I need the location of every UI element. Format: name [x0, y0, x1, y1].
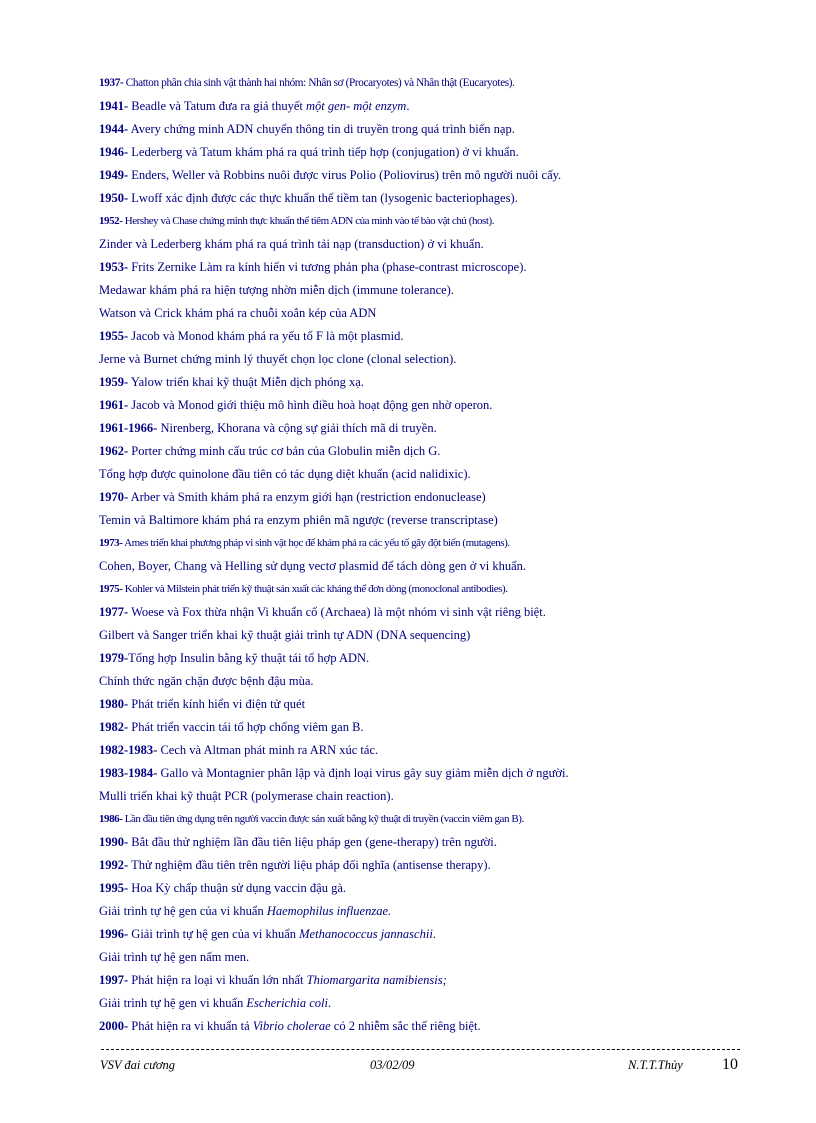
- timeline-entry: [99, 348, 739, 371]
- timeline-italic-text: Escherichia coli: [246, 996, 328, 1010]
- timeline-year: 1983-1984-: [99, 766, 158, 780]
- footer-divider: [101, 1049, 740, 1050]
- timeline-year: 1944-: [99, 122, 129, 136]
- timeline-text: Giải trình tự hệ gen nấm men.: [99, 950, 250, 964]
- timeline-year: 1959-: [99, 375, 129, 389]
- timeline-entry: [99, 256, 739, 279]
- timeline-entry: [99, 693, 739, 716]
- timeline-year: 1997-: [99, 973, 129, 987]
- timeline-entry: [99, 509, 739, 532]
- timeline-text: Lederberg và Tatum khám phá ra quá trình tiếp hợp (conjugation) ở vi khuẩn.: [128, 145, 519, 159]
- timeline-entry: [99, 417, 739, 440]
- timeline-entry: [99, 854, 739, 877]
- timeline-text-end: .: [327, 996, 332, 1010]
- timeline-entry: [99, 555, 739, 578]
- timeline-text: Temin và Baltimore khám phá ra enzym phiên mã ngược (reverse transcriptase): [99, 513, 498, 527]
- timeline-entry: [99, 440, 739, 463]
- timeline-entry: [99, 670, 739, 693]
- timeline-year: 1952-: [99, 215, 123, 227]
- timeline-text: Avery chứng minh ADN chuyển thông tin di truyền trong quá trình biến nạp.: [128, 122, 515, 136]
- timeline-text: Beadle và Tatum đưa ra giả thuyết: [128, 99, 307, 113]
- timeline-entry: [99, 187, 739, 210]
- timeline-text: Medawar khám phá ra hiện tượng nhờn miễn dịch (immune tolerance).: [99, 283, 454, 297]
- timeline-text: Kohler và Milstein phát triển kỹ thuật sản xuất các kháng thể đơn dòng (monoclonal antibodies).: [122, 583, 508, 595]
- footer-author: N.T.T.Thủy: [628, 1058, 683, 1072]
- timeline-entry: [99, 486, 739, 509]
- timeline-italic-text: Methanococcus jannaschii: [299, 927, 433, 941]
- timeline-text: Phát triển kính hiển vi điện tử quét: [128, 697, 306, 711]
- timeline-entry: [99, 463, 739, 486]
- timeline-text: Lwoff xác định được các thực khuẩn thể tiềm tan (lysogenic bacteriophages).: [128, 191, 518, 205]
- timeline-entry: [99, 210, 739, 233]
- timeline-text: Tổng hợp được quinolone đầu tiên có tác dụng diệt khuẩn (acid nalidixic).: [99, 467, 471, 481]
- timeline-entry: [99, 900, 739, 923]
- timeline-text: Mulli triển khai kỹ thuật PCR (polymerase chain reaction).: [99, 789, 394, 803]
- timeline-year: 1946-: [99, 145, 129, 159]
- timeline-text: Phát hiện ra vi khuẩn tả: [128, 1019, 253, 1033]
- timeline-year: 1996-: [99, 927, 129, 941]
- timeline-text: Thử nghiệm đầu tiên trên người liệu pháp đối nghĩa (antisense therapy).: [128, 858, 491, 872]
- timeline-entry: [99, 1015, 739, 1038]
- timeline-text: Lần đầu tiên ứng dụng trên người vaccin được sản xuất bằng kỹ thuật di truyền (vaccin viêm gan B).: [122, 813, 524, 825]
- timeline-entry: [99, 877, 739, 900]
- timeline-text: Giải trình tự hệ gen của vi khuẩn: [99, 904, 267, 918]
- timeline-year: 1977-: [99, 605, 129, 619]
- timeline-entry: [99, 624, 739, 647]
- timeline-text: Watson và Crick khám phá ra chuỗi xoắn kép của ADN: [99, 306, 377, 320]
- timeline-text: Cohen, Boyer, Chang và Helling sử dụng vectơ plasmid để tách dòng gen ở vi khuẩn.: [99, 559, 527, 573]
- timeline-text: Phát triển vaccin tái tổ hợp chống viêm gan B.: [128, 720, 364, 734]
- timeline-year: 1949-: [99, 168, 129, 182]
- timeline-text: Nirenberg, Khorana và cộng sự giải thích mã di truyền.: [157, 421, 437, 435]
- timeline-year: 2000-: [99, 1019, 129, 1033]
- timeline-text: Gilbert và Sanger triển khai kỹ thuật giải trình tự ADN (DNA sequencing): [99, 628, 471, 642]
- timeline-list: [99, 72, 739, 1038]
- page-number: 10: [722, 1056, 738, 1073]
- timeline-text-end: .: [432, 927, 436, 941]
- timeline-entry: [99, 578, 739, 601]
- timeline-text: Jacob và Monod giới thiệu mô hình điều hoà hoạt động gen nhờ operon.: [128, 398, 493, 412]
- timeline-text-end: có 2 nhiễm sắc thể riêng biệt.: [330, 1019, 481, 1033]
- timeline-year: 1955-: [99, 329, 129, 343]
- timeline-year: 1937-: [99, 77, 124, 89]
- timeline-entry: [99, 72, 739, 95]
- timeline-text: Porter chứng minh cấu trúc cơ bản của Globulin miễn dịch G.: [128, 444, 441, 458]
- timeline-entry: [99, 279, 739, 302]
- timeline-italic-text: một gen- một enzym: [306, 99, 407, 113]
- timeline-text: Cech và Altman phát minh ra ARN xúc tác.: [157, 743, 379, 757]
- timeline-entry: [99, 647, 739, 670]
- timeline-text: Chính thức ngăn chặn được bệnh đậu mùa.: [99, 674, 314, 688]
- timeline-entry: [99, 164, 739, 187]
- timeline-text: Gallo và Montagnier phân lập và định loại virus gây suy giảm miễn dịch ở người.: [157, 766, 569, 780]
- timeline-year: 1980-: [99, 697, 129, 711]
- timeline-year: 1982-1983-: [99, 743, 158, 757]
- timeline-year: 1986-: [99, 813, 123, 825]
- timeline-text-end: .: [406, 99, 410, 113]
- timeline-entry: [99, 233, 739, 256]
- timeline-entry: [99, 325, 739, 348]
- timeline-year: 1975-: [99, 583, 123, 595]
- footer-date: 03/02/09: [370, 1058, 415, 1072]
- timeline-entry: [99, 371, 739, 394]
- timeline-year: 1961-: [99, 398, 129, 412]
- timeline-year: 1973-: [99, 537, 123, 549]
- timeline-text: Giải trình tự hệ gen vi khuẩn: [99, 996, 247, 1010]
- timeline-italic-text: Thiomargarita namibiensis;: [306, 973, 447, 987]
- timeline-year: 1982-: [99, 720, 129, 734]
- timeline-entry: [99, 601, 739, 624]
- timeline-entry: [99, 394, 739, 417]
- timeline-year: 1990-: [99, 835, 129, 849]
- footer-course-title: VSV đai cương: [100, 1058, 176, 1072]
- timeline-text: Zinder và Lederberg khám phá ra quá trình tải nạp (transduction) ở vi khuẩn.: [99, 237, 484, 251]
- timeline-year: 1950-: [99, 191, 129, 205]
- timeline-entry: [99, 716, 739, 739]
- timeline-text: Bắt đầu thử nghiệm lần đầu tiên liệu pháp gen (gene-therapy) trên người.: [128, 835, 497, 849]
- timeline-entry: [99, 95, 739, 118]
- timeline-entry: [99, 946, 739, 969]
- timeline-year: 1962-: [99, 444, 129, 458]
- timeline-entry: [99, 118, 739, 141]
- timeline-year: 1995-: [99, 881, 129, 895]
- timeline-italic-text: Haemophilus influenzae.: [266, 904, 392, 918]
- timeline-text: Enders, Weller và Robbins nuôi được virus Polio (Poliovirus) trên mô người nuôi cấy.: [128, 168, 562, 182]
- timeline-text: Yalow triển khai kỹ thuật Miễn dịch phóng xạ.: [128, 375, 364, 389]
- timeline-text: Hershey và Chase chứng minh thực khuẩn thể tiêm ADN của mình vào tế bào vật chủ (host).: [122, 215, 495, 227]
- timeline-year: 1979-: [99, 651, 129, 665]
- timeline-text: Ames triển khai phương pháp vi sinh vật học để khám phá ra các yếu tố gây đột biến (mutagens).: [122, 537, 510, 549]
- timeline-entry: [99, 808, 739, 831]
- timeline-year: 1953-: [99, 260, 129, 274]
- timeline-text: Chatton phân chia sinh vật thành hai nhóm: Nhân sơ (Procaryotes) và Nhân thật (Eucaryotes).: [123, 77, 515, 89]
- timeline-entry: [99, 532, 739, 555]
- timeline-text: Jacob và Monod khám phá ra yếu tố F là một plasmid.: [128, 329, 404, 343]
- timeline-text: Hoa Kỳ chấp thuận sử dụng vaccin đậu gà.: [128, 881, 346, 895]
- timeline-entry: [99, 739, 739, 762]
- timeline-entry: [99, 831, 739, 854]
- timeline-year: 1992-: [99, 858, 129, 872]
- timeline-italic-text: Vibrio cholerae: [252, 1019, 331, 1033]
- timeline-text: Phát hiện ra loại vi khuẩn lớn nhất: [128, 973, 307, 987]
- timeline-text: Frits Zernike Làm ra kính hiển vi tương phản pha (phase-contrast microscope).: [128, 260, 527, 274]
- timeline-year: 1970-: [99, 490, 129, 504]
- timeline-text: Tổng hợp Insulin bằng kỹ thuật tái tổ hợp ADN.: [128, 651, 370, 665]
- timeline-text: Jerne và Burnet chứng minh lý thuyết chọn lọc clone (clonal selection).: [99, 352, 457, 366]
- timeline-year: 1961-1966-: [99, 421, 158, 435]
- timeline-entry: [99, 785, 739, 808]
- timeline-entry: [99, 141, 739, 164]
- timeline-text: Woese và Fox thừa nhận Vi khuẩn cổ (Archaea) là một nhóm vi sinh vật riêng biệt.: [128, 605, 546, 619]
- timeline-year: 1941-: [99, 99, 129, 113]
- timeline-entry: [99, 762, 739, 785]
- timeline-entry: [99, 969, 739, 992]
- timeline-entry: [99, 302, 739, 325]
- timeline-text: Arber và Smith khám phá ra enzym giới hạn (restriction endonuclease): [128, 490, 486, 504]
- timeline-entry: [99, 992, 739, 1015]
- timeline-text: Giải trình tự hệ gen của vi khuẩn: [128, 927, 300, 941]
- timeline-entry: [99, 923, 739, 946]
